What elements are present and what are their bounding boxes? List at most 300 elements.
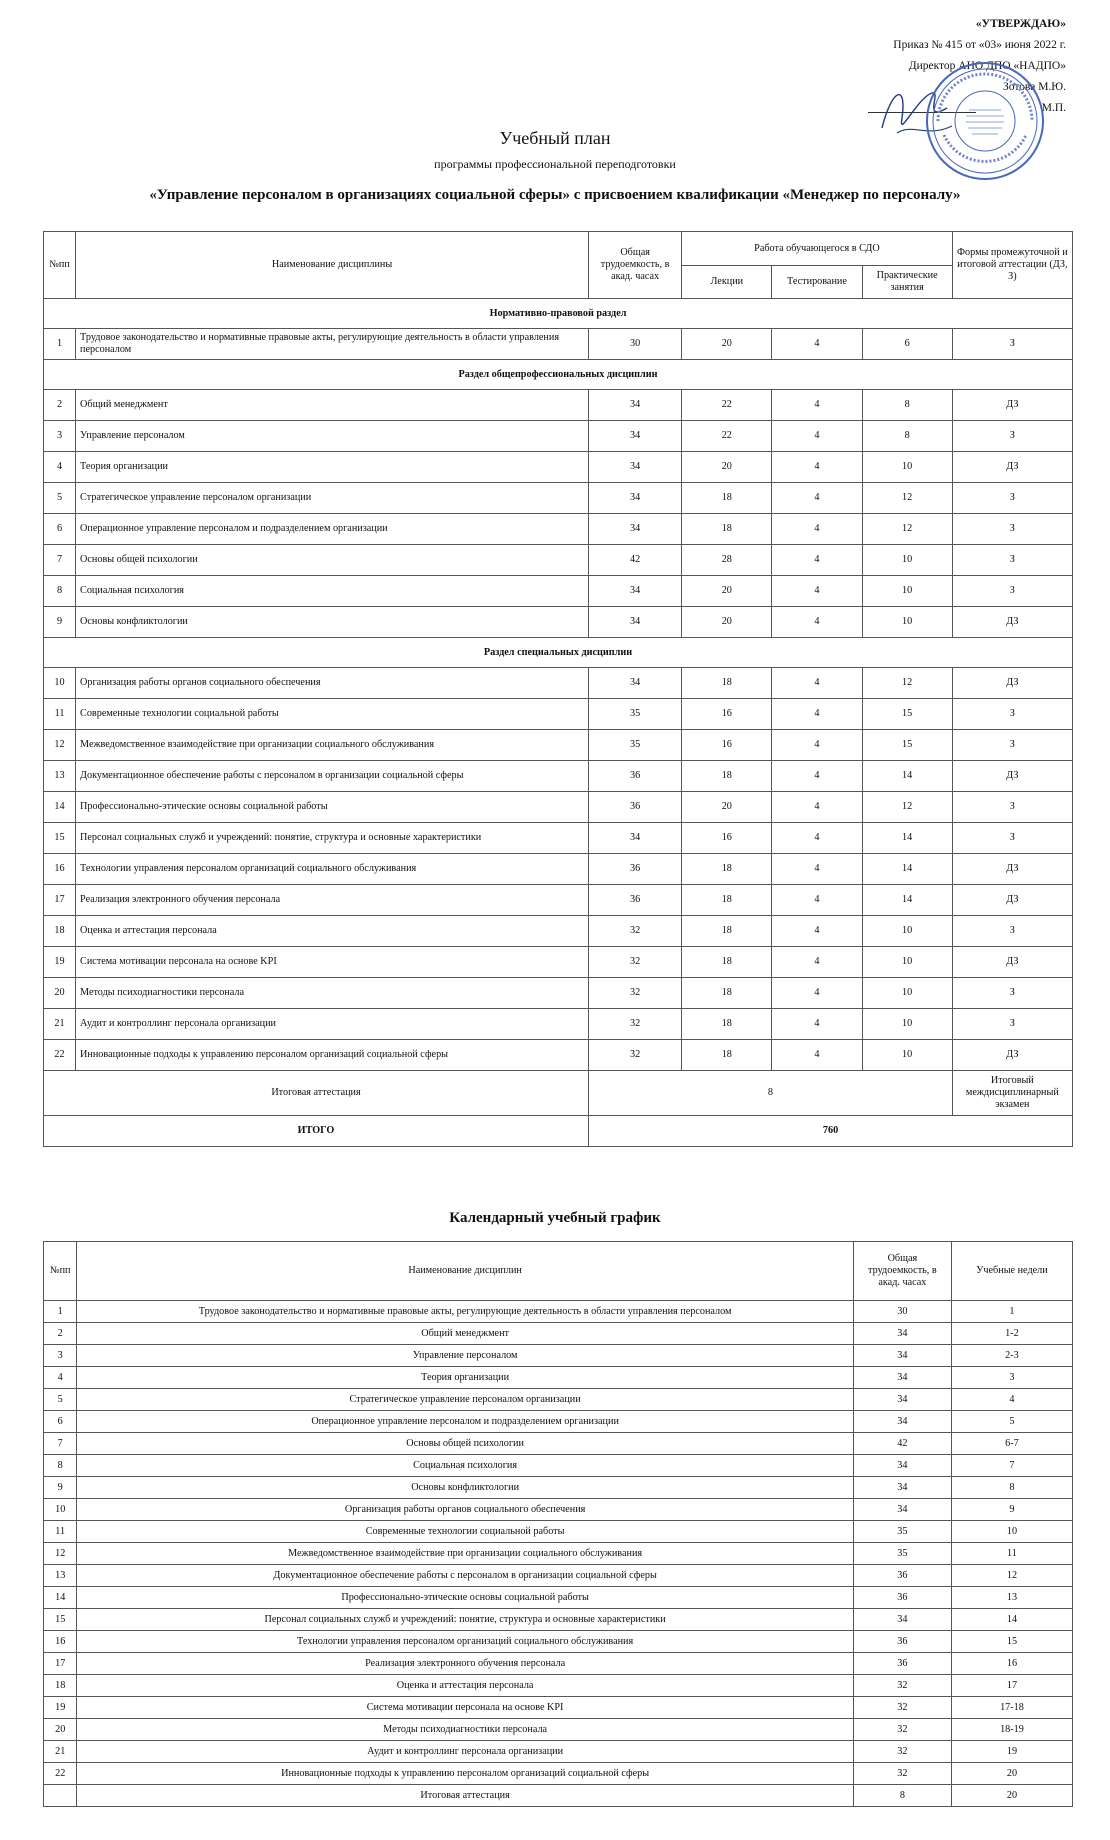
schedule-header-hours: Общая трудоемкость, в акад. часах [853, 1242, 951, 1301]
study-weeks: 5 [951, 1411, 1072, 1433]
total-label: ИТОГО [44, 1116, 589, 1147]
total-hours: 34 [589, 452, 682, 483]
total-hours: 34 [853, 1411, 951, 1433]
study-weeks: 18-19 [951, 1719, 1072, 1741]
practice-hours: 14 [862, 823, 952, 854]
row-number: 21 [44, 1009, 76, 1040]
row-number: 12 [44, 730, 76, 761]
schedule-row [44, 1411, 1073, 1433]
total-hours: 34 [853, 1389, 951, 1411]
discipline-name: Трудовое законодательство и нормативные правовые акты, регулирующие деятельность в области управления персоналом [76, 329, 589, 360]
row-number: 4 [44, 452, 76, 483]
practice-hours: 8 [862, 421, 952, 452]
study-weeks: 4 [951, 1389, 1072, 1411]
total-hours: 36 [589, 761, 682, 792]
lectures-hours: 20 [682, 607, 772, 638]
discipline-name: Инновационные подходы к управлению персоналом организаций социальной сферы [76, 1040, 589, 1071]
testing-hours: 4 [772, 699, 862, 730]
attestation-form: ДЗ [952, 854, 1072, 885]
schedule-row [44, 1741, 1073, 1763]
practice-hours: 10 [862, 947, 952, 978]
testing-hours: 4 [772, 421, 862, 452]
discipline-name: Современные технологии социальной работы [77, 1521, 853, 1543]
section-row [44, 638, 1073, 668]
row-number: 1 [44, 1301, 77, 1323]
schedule-row [44, 1455, 1073, 1477]
schedule-title: Календарный учебный график [449, 1210, 661, 1226]
practice-hours: 12 [862, 792, 952, 823]
discipline-name: Организация работы органов социального обеспечения [76, 668, 589, 699]
practice-hours: 10 [862, 607, 952, 638]
lectures-hours: 18 [682, 668, 772, 699]
study-weeks: 20 [951, 1785, 1072, 1807]
total-hours: 32 [589, 947, 682, 978]
discipline-name: Оценка и аттестация персонала [77, 1675, 853, 1697]
row-number: 9 [44, 607, 76, 638]
col-header-num: №пп [44, 232, 76, 299]
lectures-hours: 20 [682, 792, 772, 823]
lectures-hours: 18 [682, 514, 772, 545]
total-hours: 32 [853, 1741, 951, 1763]
total-hours: 36 [589, 792, 682, 823]
lectures-hours: 18 [682, 978, 772, 1009]
schedule-row [44, 1631, 1073, 1653]
table-row [44, 885, 1073, 916]
attestation-form: З [952, 514, 1072, 545]
total-hours: 42 [853, 1433, 951, 1455]
lectures-hours: 18 [682, 854, 772, 885]
attestation-form: ДЗ [952, 1040, 1072, 1071]
curriculum-table [43, 231, 1073, 1147]
approval-header: «УТВЕРЖДАЮ» [975, 18, 1066, 30]
practice-hours: 10 [862, 576, 952, 607]
lectures-hours: 28 [682, 545, 772, 576]
section-row [44, 360, 1073, 390]
lectures-hours: 22 [682, 421, 772, 452]
schedule-header-row [44, 1242, 1073, 1301]
testing-hours: 4 [772, 1040, 862, 1071]
discipline-name: Система мотивации персонала на основе KPI [77, 1697, 853, 1719]
schedule-row [44, 1345, 1073, 1367]
discipline-name: Стратегическое управление персоналом организации [76, 483, 589, 514]
attestation-form: ДЗ [952, 947, 1072, 978]
total-hours: 34 [589, 421, 682, 452]
table-row [44, 1040, 1073, 1071]
total-hours: 35 [589, 699, 682, 730]
row-number: 7 [44, 545, 76, 576]
attestation-form: ДЗ [952, 761, 1072, 792]
practice-hours: 10 [862, 545, 952, 576]
final-attestation-hours: 8 [589, 1071, 953, 1116]
table-row [44, 730, 1073, 761]
lectures-hours: 18 [682, 885, 772, 916]
practice-hours: 10 [862, 452, 952, 483]
schedule-row [44, 1763, 1073, 1785]
discipline-name: Стратегическое управление персоналом организации [77, 1389, 853, 1411]
total-hours: 36 [853, 1565, 951, 1587]
row-number: 20 [44, 1719, 77, 1741]
attestation-form: ДЗ [952, 390, 1072, 421]
section-title: Раздел специальных дисциплин [44, 638, 1073, 668]
section-title: Раздел общепрофессиональных дисциплин [44, 360, 1073, 390]
testing-hours: 4 [772, 329, 862, 360]
discipline-name: Аудит и контроллинг персонала организации [76, 1009, 589, 1040]
row-number: 14 [44, 792, 76, 823]
discipline-name: Теория организации [76, 452, 589, 483]
attestation-form: З [952, 792, 1072, 823]
table-row [44, 607, 1073, 638]
row-number: 10 [44, 668, 76, 699]
testing-hours: 4 [772, 823, 862, 854]
discipline-name: Межведомственное взаимодействие при организации социального обслуживания [77, 1543, 853, 1565]
study-weeks: 3 [951, 1367, 1072, 1389]
table-row [44, 916, 1073, 947]
total-hours: 36 [853, 1653, 951, 1675]
row-number: 17 [44, 885, 76, 916]
total-hours: 36 [853, 1631, 951, 1653]
discipline-name: Основы общей психологии [77, 1433, 853, 1455]
schedule-row [44, 1587, 1073, 1609]
study-weeks: 12 [951, 1565, 1072, 1587]
total-hours: 34 [853, 1345, 951, 1367]
attestation-form: З [952, 823, 1072, 854]
schedule-row [44, 1389, 1073, 1411]
row-number: 12 [44, 1543, 77, 1565]
table-row [44, 576, 1073, 607]
total-hours: 30 [589, 329, 682, 360]
total-hours: 32 [853, 1697, 951, 1719]
total-hours: 35 [853, 1521, 951, 1543]
practice-hours: 12 [862, 483, 952, 514]
discipline-name: Реализация электронного обучения персонала [76, 885, 589, 916]
study-weeks: 17 [951, 1675, 1072, 1697]
schedule-row [44, 1697, 1073, 1719]
discipline-name: Организация работы органов социального обеспечения [77, 1499, 853, 1521]
total-hours: 32 [589, 978, 682, 1009]
final-attestation-form: Итоговый междисциплинарный экзамен [952, 1071, 1072, 1116]
total-hours: 32 [853, 1763, 951, 1785]
study-weeks: 16 [951, 1653, 1072, 1675]
row-number: 11 [44, 1521, 77, 1543]
study-weeks: 10 [951, 1521, 1072, 1543]
lectures-hours: 20 [682, 452, 772, 483]
discipline-name: Профессионально-этические основы социальной работы [76, 792, 589, 823]
schedule-row [44, 1609, 1073, 1631]
practice-hours: 8 [862, 390, 952, 421]
practice-hours: 10 [862, 916, 952, 947]
attestation-form: ДЗ [952, 607, 1072, 638]
lectures-hours: 18 [682, 916, 772, 947]
practice-hours: 10 [862, 1009, 952, 1040]
total-hours: 30 [853, 1301, 951, 1323]
table-row [44, 668, 1073, 699]
row-number: 18 [44, 916, 76, 947]
discipline-name: Оценка и аттестация персонала [76, 916, 589, 947]
discipline-name: Итоговая аттестация [77, 1785, 853, 1807]
study-weeks: 19 [951, 1741, 1072, 1763]
practice-hours: 12 [862, 514, 952, 545]
row-number: 9 [44, 1477, 77, 1499]
row-number: 5 [44, 1389, 77, 1411]
row-number: 6 [44, 1411, 77, 1433]
table-row [44, 514, 1073, 545]
lectures-hours: 18 [682, 483, 772, 514]
total-row [44, 1116, 1073, 1147]
discipline-name: Основы общей психологии [76, 545, 589, 576]
total-hours: 34 [589, 576, 682, 607]
total-hours: 34 [853, 1477, 951, 1499]
study-weeks: 6-7 [951, 1433, 1072, 1455]
total-hours: 32 [853, 1675, 951, 1697]
attestation-form: З [952, 978, 1072, 1009]
practice-hours: 15 [862, 730, 952, 761]
schedule-row [44, 1367, 1073, 1389]
discipline-name: Документационное обеспечение работы с персоналом в организации социальной сферы [76, 761, 589, 792]
discipline-name: Основы конфликтологии [77, 1477, 853, 1499]
total-hours: 34 [589, 668, 682, 699]
col-header-work: Работа обучающегося в СДО [682, 232, 953, 266]
schedule-row [44, 1477, 1073, 1499]
total-hours: 8 [853, 1785, 951, 1807]
row-number: 6 [44, 514, 76, 545]
testing-hours: 4 [772, 885, 862, 916]
practice-hours: 15 [862, 699, 952, 730]
total-hours: 34 [589, 514, 682, 545]
schedule-row [44, 1565, 1073, 1587]
total-hours: 34 [589, 483, 682, 514]
total-hours: 32 [589, 916, 682, 947]
approval-stamp-place: М.П. [1041, 102, 1066, 114]
document-title: Учебный план [499, 128, 611, 148]
practice-hours: 10 [862, 978, 952, 1009]
attestation-form: З [952, 421, 1072, 452]
table-row [44, 947, 1073, 978]
schedule-row [44, 1785, 1073, 1807]
schedule-table [43, 1241, 1073, 1807]
lectures-hours: 16 [682, 699, 772, 730]
total-hours: 32 [853, 1719, 951, 1741]
row-number: 1 [44, 329, 76, 360]
approval-name: Зотова М.Ю. [1002, 81, 1066, 93]
study-weeks: 13 [951, 1587, 1072, 1609]
total-hours: 32 [589, 1009, 682, 1040]
study-weeks: 1-2 [951, 1323, 1072, 1345]
testing-hours: 4 [772, 916, 862, 947]
testing-hours: 4 [772, 854, 862, 885]
discipline-name: Общий менеджмент [77, 1323, 853, 1345]
discipline-name: Основы конфликтологии [76, 607, 589, 638]
lectures-hours: 20 [682, 329, 772, 360]
schedule-header-num: №пп [44, 1242, 77, 1301]
study-weeks: 15 [951, 1631, 1072, 1653]
total-hours: 34 [853, 1323, 951, 1345]
attestation-form: З [952, 329, 1072, 360]
practice-hours: 14 [862, 885, 952, 916]
col-header-name: Наименование дисциплины [76, 232, 589, 299]
discipline-name: Межведомственное взаимодействие при организации социального обслуживания [76, 730, 589, 761]
testing-hours: 4 [772, 761, 862, 792]
table-row [44, 452, 1073, 483]
row-number: 3 [44, 421, 76, 452]
discipline-name: Методы психодиагностики персонала [76, 978, 589, 1009]
study-weeks: 7 [951, 1455, 1072, 1477]
schedule-row [44, 1719, 1073, 1741]
table-row [44, 978, 1073, 1009]
table-row [44, 545, 1073, 576]
study-weeks: 11 [951, 1543, 1072, 1565]
discipline-name: Теория организации [77, 1367, 853, 1389]
schedule-row [44, 1675, 1073, 1697]
schedule-row [44, 1323, 1073, 1345]
attestation-form: З [952, 576, 1072, 607]
row-number: 18 [44, 1675, 77, 1697]
row-number: 4 [44, 1367, 77, 1389]
study-weeks: 14 [951, 1609, 1072, 1631]
total-hours: 36 [589, 854, 682, 885]
total-hours: 34 [589, 390, 682, 421]
lectures-hours: 16 [682, 730, 772, 761]
row-number: 8 [44, 576, 76, 607]
row-number: 22 [44, 1763, 77, 1785]
discipline-name: Методы психодиагностики персонала [77, 1719, 853, 1741]
schedule-row [44, 1543, 1073, 1565]
testing-hours: 4 [772, 576, 862, 607]
row-number: 2 [44, 1323, 77, 1345]
approval-position: Директор АНО ДПО «НАДПО» [908, 60, 1066, 72]
total-hours: 35 [853, 1543, 951, 1565]
col-header-testing: Тестирование [772, 266, 862, 299]
discipline-name: Управление персоналом [77, 1345, 853, 1367]
row-number [44, 1785, 77, 1807]
total-hours: 35 [589, 730, 682, 761]
total-hours: 34 [853, 1455, 951, 1477]
discipline-name: Технологии управления персоналом организаций социального обслуживания [77, 1631, 853, 1653]
attestation-form: З [952, 545, 1072, 576]
table-row [44, 823, 1073, 854]
table-row [44, 329, 1073, 360]
row-number: 13 [44, 1565, 77, 1587]
total-hours: 34 [853, 1609, 951, 1631]
total-hours: 42 [589, 545, 682, 576]
schedule-header-weeks: Учебные недели [951, 1242, 1072, 1301]
attestation-form: ДЗ [952, 452, 1072, 483]
total-hours: 34 [853, 1367, 951, 1389]
row-number: 16 [44, 854, 76, 885]
approval-order: Приказ № 415 от «03» июня 2022 г. [893, 39, 1066, 51]
row-number: 5 [44, 483, 76, 514]
testing-hours: 4 [772, 978, 862, 1009]
discipline-name: Социальная психология [76, 576, 589, 607]
discipline-name: Управление персоналом [76, 421, 589, 452]
study-weeks: 9 [951, 1499, 1072, 1521]
discipline-name: Профессионально-этические основы социальной работы [77, 1587, 853, 1609]
row-number: 14 [44, 1587, 77, 1609]
lectures-hours: 16 [682, 823, 772, 854]
study-weeks: 1 [951, 1301, 1072, 1323]
table-row [44, 390, 1073, 421]
total-hours-value: 760 [589, 1116, 1073, 1147]
document-subtitle: программы профессиональной переподготовки [434, 157, 676, 171]
total-hours: 34 [589, 607, 682, 638]
discipline-name: Операционное управление персоналом и подразделением организации [77, 1411, 853, 1433]
lectures-hours: 18 [682, 1009, 772, 1040]
testing-hours: 4 [772, 947, 862, 978]
discipline-name: Персонал социальных служб и учреждений: понятие, структура и основные характеристики [76, 823, 589, 854]
total-hours: 36 [853, 1587, 951, 1609]
row-number: 21 [44, 1741, 77, 1763]
discipline-name: Аудит и контроллинг персонала организации [77, 1741, 853, 1763]
testing-hours: 4 [772, 730, 862, 761]
lectures-hours: 18 [682, 761, 772, 792]
discipline-name: Реализация электронного обучения персонала [77, 1653, 853, 1675]
total-hours: 34 [589, 823, 682, 854]
schedule-header-name: Наименование дисциплин [77, 1242, 853, 1301]
testing-hours: 4 [772, 452, 862, 483]
testing-hours: 4 [772, 390, 862, 421]
discipline-name: Современные технологии социальной работы [76, 699, 589, 730]
col-header-practice: Практические занятия [862, 266, 952, 299]
row-number: 16 [44, 1631, 77, 1653]
schedule-row [44, 1521, 1073, 1543]
testing-hours: 4 [772, 792, 862, 823]
discipline-name: Система мотивации персонала на основе KPI [76, 947, 589, 978]
table-row [44, 792, 1073, 823]
discipline-name: Инновационные подходы к управлению персоналом организаций социальной сферы [77, 1763, 853, 1785]
row-number: 15 [44, 1609, 77, 1631]
discipline-name: Документационное обеспечение работы с персоналом в организации социальной сферы [77, 1565, 853, 1587]
row-number: 2 [44, 390, 76, 421]
row-number: 15 [44, 823, 76, 854]
row-number: 22 [44, 1040, 76, 1071]
practice-hours: 6 [862, 329, 952, 360]
table-row [44, 699, 1073, 730]
col-header-forms: Формы промежуточной и итоговой аттестации (ДЗ, З) [952, 232, 1072, 299]
attestation-form: ДЗ [952, 885, 1072, 916]
section-title: Нормативно-правовой раздел [44, 299, 1073, 329]
attestation-form: ДЗ [952, 668, 1072, 699]
attestation-form: З [952, 1009, 1072, 1040]
study-weeks: 17-18 [951, 1697, 1072, 1719]
lectures-hours: 18 [682, 947, 772, 978]
row-number: 20 [44, 978, 76, 1009]
discipline-name: Операционное управление персоналом и подразделением организации [76, 514, 589, 545]
discipline-name: Трудовое законодательство и нормативные правовые акты, регулирующие деятельность в области управления персоналом [77, 1301, 853, 1323]
col-header-hours: Общая трудоемкость, в акад. часах [589, 232, 682, 299]
total-hours: 32 [589, 1040, 682, 1071]
study-weeks: 8 [951, 1477, 1072, 1499]
study-weeks: 2-3 [951, 1345, 1072, 1367]
row-number: 11 [44, 699, 76, 730]
table-row [44, 854, 1073, 885]
row-number: 19 [44, 947, 76, 978]
table-header-row [44, 232, 1073, 266]
final-attestation-row [44, 1071, 1073, 1116]
program-title: «Управление персоналом в организациях социальной сферы» с присвоением квалификации «Менеджер по персоналу» [149, 187, 961, 203]
attestation-form: З [952, 483, 1072, 514]
lectures-hours: 22 [682, 390, 772, 421]
table-row [44, 421, 1073, 452]
schedule-row [44, 1433, 1073, 1455]
discipline-name: Общий менеджмент [76, 390, 589, 421]
schedule-row [44, 1499, 1073, 1521]
final-attestation-label: Итоговая аттестация [44, 1071, 589, 1116]
practice-hours: 10 [862, 1040, 952, 1071]
practice-hours: 14 [862, 854, 952, 885]
total-hours: 36 [589, 885, 682, 916]
attestation-form: З [952, 730, 1072, 761]
table-row [44, 1009, 1073, 1040]
testing-hours: 4 [772, 483, 862, 514]
